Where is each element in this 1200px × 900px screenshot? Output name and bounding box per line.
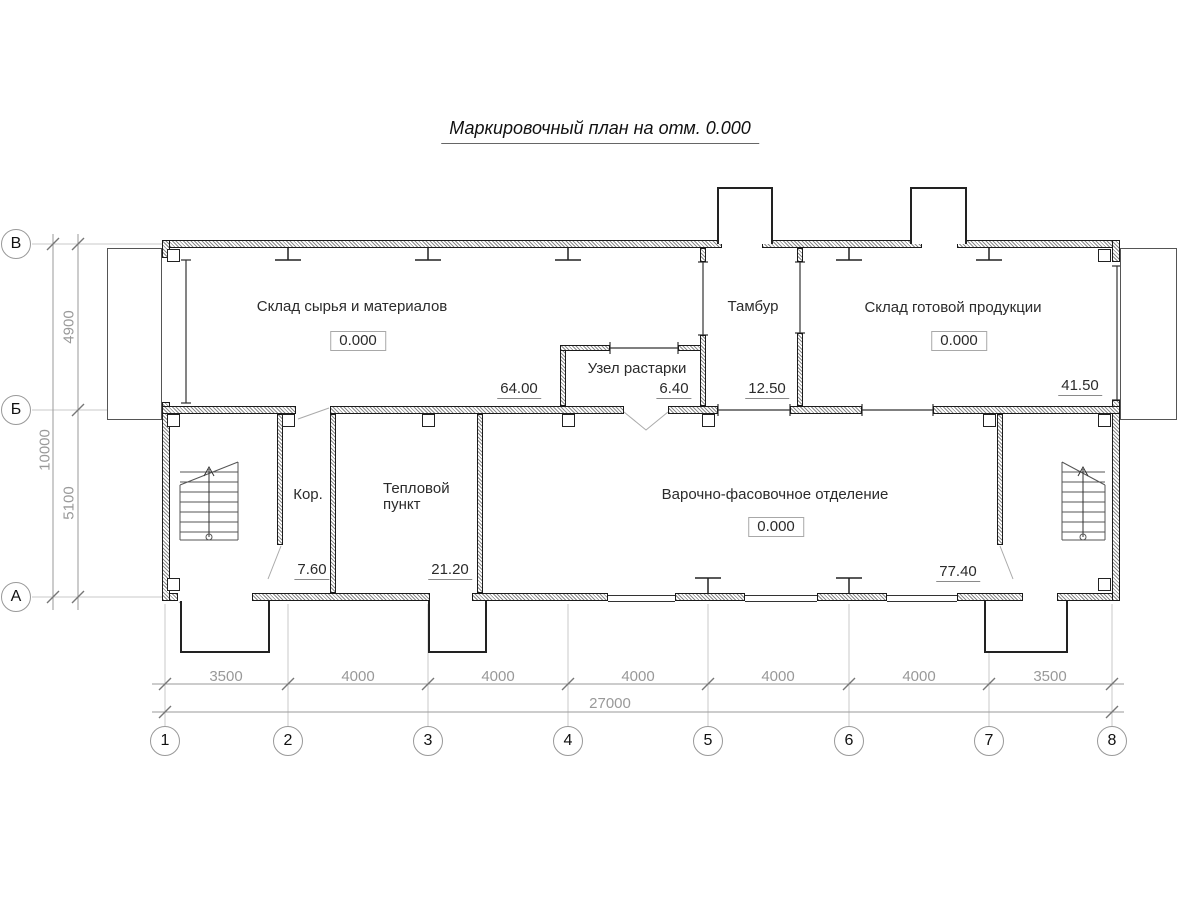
- room-heat-station-area: 21.20: [428, 561, 472, 580]
- wall-middle: [668, 406, 718, 414]
- dim-span-v-b: 4900: [60, 310, 78, 344]
- grid-col-bubble-7: [974, 726, 1004, 756]
- partition-vestibule-right: [797, 248, 803, 262]
- loading-dock: [107, 248, 162, 420]
- room-corridor-area: 7.60: [294, 561, 329, 580]
- entrance-porch: [180, 601, 270, 653]
- door-openings: [610, 342, 933, 416]
- wall-middle: [933, 406, 1120, 414]
- column-square: [167, 414, 180, 427]
- entrance-porch: [717, 187, 773, 244]
- dim-span-6-7: 4000: [902, 668, 936, 685]
- wall-bottom: [252, 593, 430, 601]
- dim-total-width: 27000: [589, 695, 631, 712]
- room-unpacking-label: Узел растарки: [587, 360, 687, 377]
- column-square: [983, 414, 996, 427]
- wall-bottom: [817, 593, 887, 601]
- column-square: [562, 414, 575, 427]
- entrance-porch: [428, 601, 487, 653]
- grid-row-label: Б: [10, 401, 22, 418]
- column-square: [1098, 249, 1111, 262]
- partition-stairwell-right: [997, 414, 1003, 545]
- dim-span-7-8: 3500: [1033, 668, 1067, 685]
- column-square: [167, 249, 180, 262]
- dim-total-height: 10000: [36, 429, 54, 471]
- partition-unpacking-top: [560, 345, 610, 351]
- grid-col-bubble-2: [273, 726, 303, 756]
- dim-span-1-2: 3500: [209, 668, 243, 685]
- grid-col-label: 4: [563, 732, 573, 749]
- partition-heat-station-right: [477, 414, 483, 593]
- grid-row-label: В: [10, 235, 22, 252]
- wall-top: [162, 240, 722, 248]
- column-square: [1098, 414, 1111, 427]
- column-square: [422, 414, 435, 427]
- room-cooking-packing-elevation: 0.000: [748, 517, 804, 537]
- grid-row-label: А: [10, 588, 22, 605]
- grid-col-bubble-4: [553, 726, 583, 756]
- grid-col-bubble-1: [150, 726, 180, 756]
- room-raw-warehouse-label: Склад сырья и материалов: [256, 298, 448, 315]
- drawing-title: Маркировочный план на отм. 0.000: [441, 118, 759, 144]
- wall-bottom: [675, 593, 745, 601]
- wall-bottom: [472, 593, 608, 601]
- wall-middle: [162, 406, 296, 414]
- wall-middle: [330, 406, 624, 414]
- room-unpacking-area: 6.40: [656, 380, 691, 399]
- dim-span-3-4: 4000: [481, 668, 515, 685]
- dim-span-4-5: 4000: [621, 668, 655, 685]
- partition-unpacking-left: [560, 345, 566, 406]
- grid-col-bubble-5: [693, 726, 723, 756]
- wall-bottom: [1057, 593, 1120, 601]
- entrance-porch: [984, 601, 1068, 653]
- wall-top: [957, 240, 1120, 248]
- grid-col-label: 5: [703, 732, 713, 749]
- room-finished-warehouse-elevation: 0.000: [931, 331, 987, 351]
- window-opening: [887, 595, 957, 602]
- grid-col-label: 7: [984, 732, 994, 749]
- partition-stairwell-left: [277, 414, 283, 545]
- window-opening: [608, 595, 675, 602]
- grid-col-bubble-3: [413, 726, 443, 756]
- room-cooking-packing-label: Варочно-фасовочное отделение: [661, 486, 889, 503]
- partition-vestibule-left: [700, 335, 706, 406]
- grid-col-label: 3: [423, 732, 433, 749]
- stairs-right-icon: [1062, 462, 1105, 540]
- grid-row-bubble-a: [1, 582, 31, 612]
- partition-vestibule-right: [797, 333, 803, 406]
- wall-bottom: [957, 593, 1023, 601]
- grid-col-label: 1: [160, 732, 170, 749]
- grid-col-label: 2: [283, 732, 293, 749]
- grid-col-label: 8: [1107, 732, 1117, 749]
- wall-top: [762, 240, 922, 248]
- wall-right: [1112, 240, 1120, 262]
- room-vestibule-label: Тамбур: [727, 298, 779, 315]
- column-square: [1098, 578, 1111, 591]
- dim-span-b-a: 5100: [60, 486, 78, 520]
- room-heat-station-label: Тепловой пункт: [383, 480, 450, 514]
- grid-row-bubble-v: [1, 229, 31, 259]
- partition-corridor-right: [330, 414, 336, 593]
- room-finished-warehouse-label: Склад готовой продукции: [864, 299, 1042, 316]
- room-cooking-packing-area: 77.40: [936, 563, 980, 582]
- loading-dock: [1120, 248, 1177, 420]
- grid-row-bubble-b: [1, 395, 31, 425]
- grid-col-bubble-6: [834, 726, 864, 756]
- wall-left: [162, 402, 170, 601]
- dim-span-5-6: 4000: [761, 668, 795, 685]
- grid-extension-lines: [32, 244, 1112, 726]
- wall-right: [1112, 400, 1120, 601]
- stairs-left-icon: [180, 462, 238, 540]
- partition-vestibule-left: [700, 248, 706, 262]
- entrance-porch: [910, 187, 967, 244]
- room-finished-warehouse-area: 41.50: [1058, 377, 1102, 396]
- room-vestibule-area: 12.50: [745, 380, 789, 399]
- window-opening: [745, 595, 817, 602]
- column-square: [282, 414, 295, 427]
- wall-middle: [790, 406, 862, 414]
- room-corridor-label: Кор.: [293, 486, 323, 503]
- grid-col-label: 6: [844, 732, 854, 749]
- dim-span-2-3: 4000: [341, 668, 375, 685]
- grid-col-bubble-8: [1097, 726, 1127, 756]
- room-raw-warehouse-elevation: 0.000: [330, 331, 386, 351]
- column-square: [702, 414, 715, 427]
- room-raw-warehouse-area: 64.00: [497, 380, 541, 399]
- column-square: [167, 578, 180, 591]
